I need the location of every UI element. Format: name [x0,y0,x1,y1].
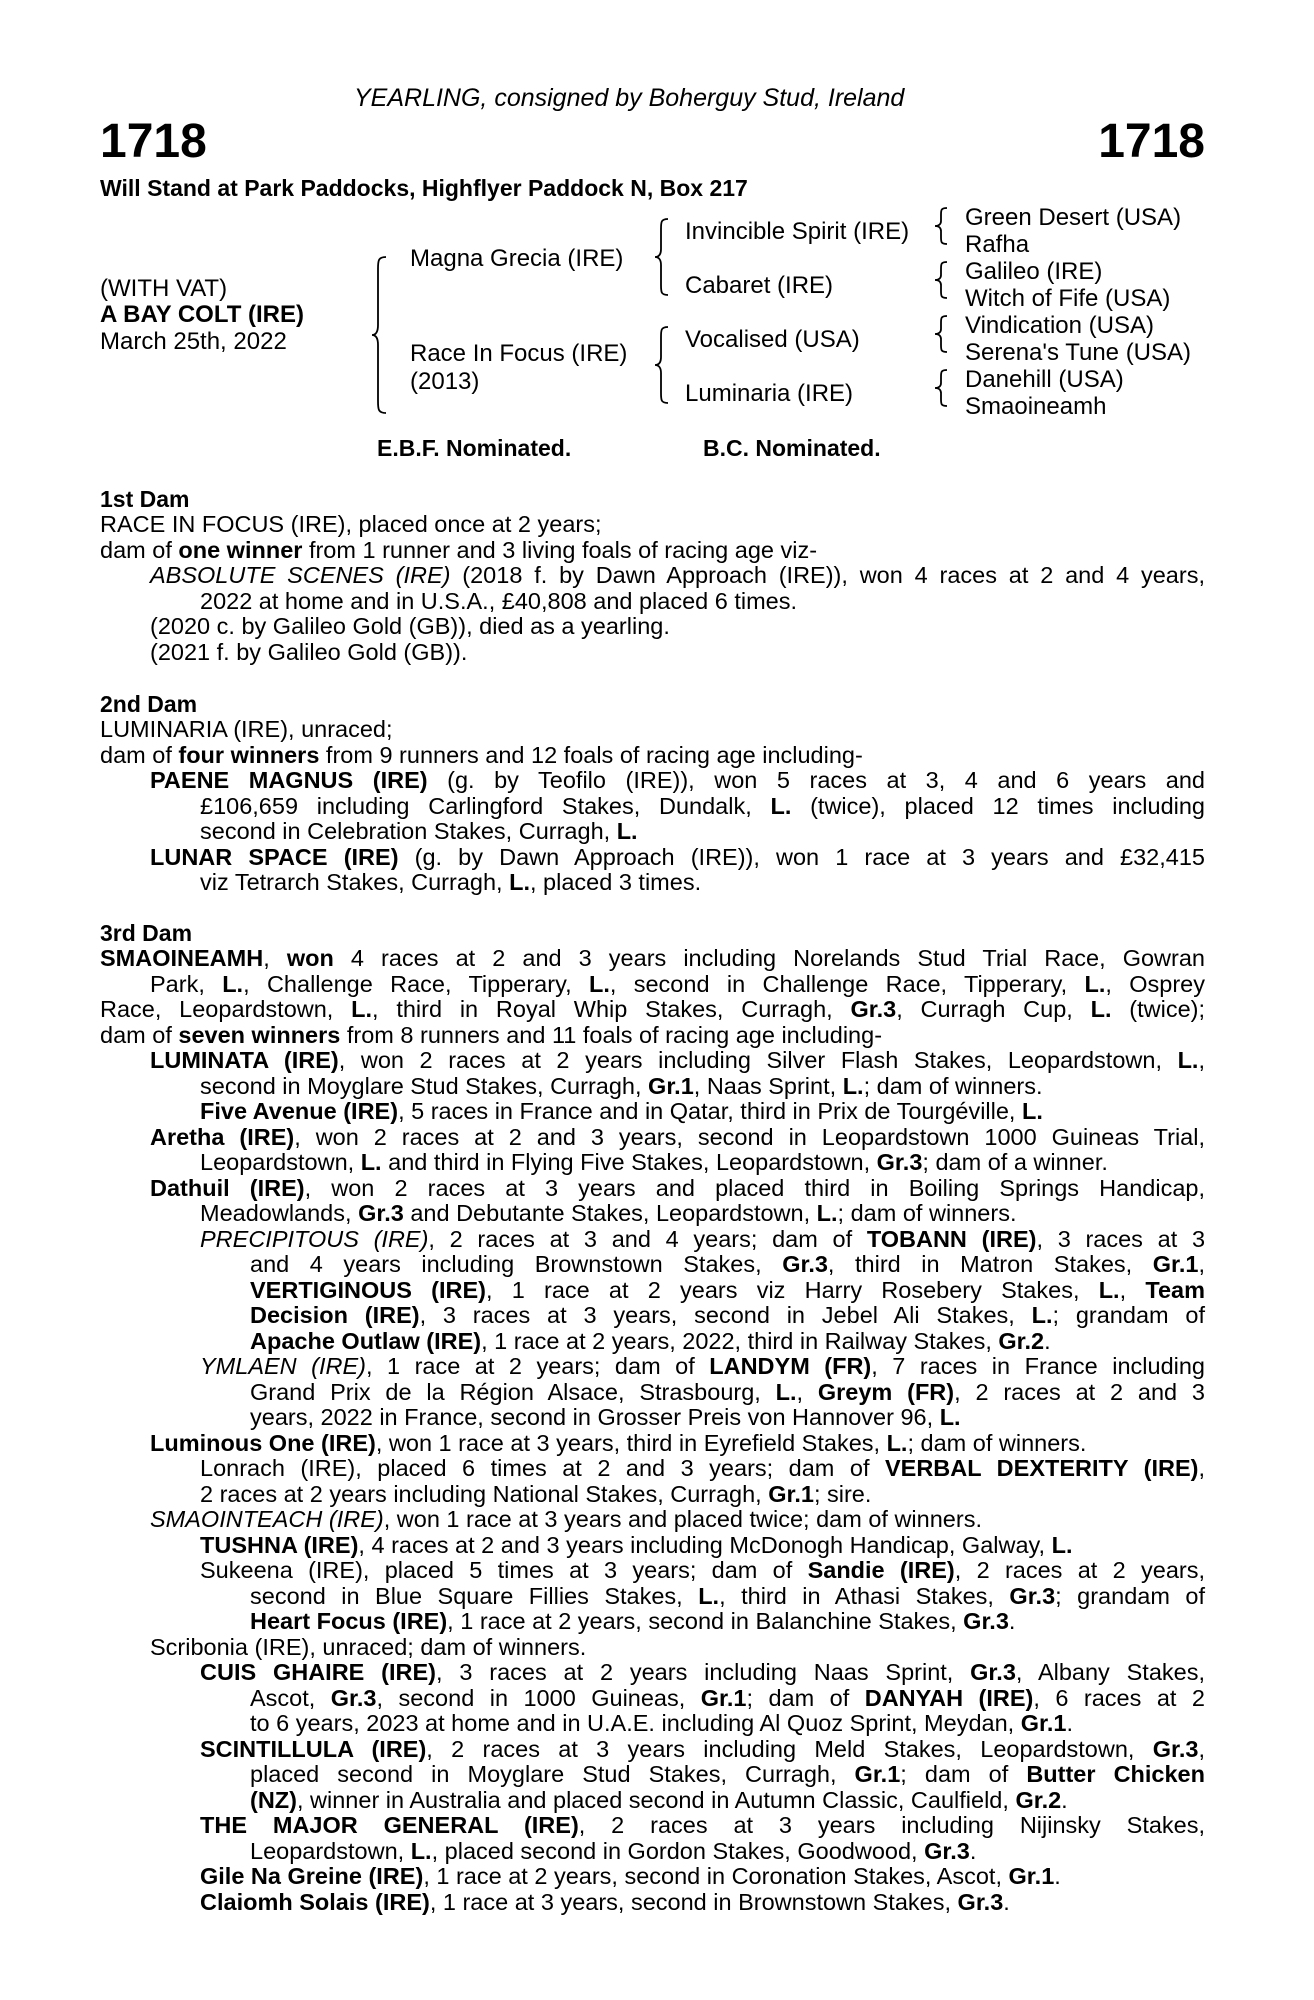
third-dam-line [250,1329,1205,1355]
text-run: , won 2 races at 2 years including Silver Flash Stakes, Leopardstown, [338,1047,1178,1073]
text-run: , 7 races in France including [871,1353,1205,1379]
text-run: Leopardstown, [200,1149,361,1175]
text-run: from 8 runners and 11 foals of racing age including- [340,1021,883,1048]
text-run: Butter Chicken [1026,1761,1205,1787]
text-run: TOBANN (IRE) [866,1225,1037,1252]
text-run: (g. by Teofilo (IRE)), won 5 races at 3, 4 and 6 years and [427,767,1205,793]
text-run: L. [588,970,610,997]
text-run: , 2 races at 2 years, [954,1557,1205,1583]
third-dam-line [200,1660,1205,1686]
text-run: 2022 at home and in U.S.A., £40,808 and placed 6 times. [200,587,798,614]
text-run: , Naas Sprint, [693,1072,843,1099]
text-run: , second in Challenge Race, Tipperary, [609,970,1085,997]
text-run: Gr.1 [1152,1251,1199,1277]
text-run: , Curragh Cup, [896,996,1091,1022]
text-run: Race, Leopardstown, [100,996,352,1022]
text-run: VERTIGINOUS (IRE) [250,1276,486,1303]
third-dam-line [150,1431,1205,1457]
text-run: placed second in Moyglare Stud Stakes, Curragh, [250,1761,855,1787]
text-run: LUMINARIA (IRE), unraced; [100,716,393,742]
text-run: PRECIPITOUS (IRE) [200,1225,429,1252]
text-run: THE MAJOR GENERAL (IRE) [200,1812,579,1838]
text-run: RACE IN FOCUS (IRE), placed once at 2 years; [100,511,602,537]
text-run: . [1003,1888,1010,1915]
text-run: Meadowlands, [200,1200,359,1226]
third-dam-line [150,1125,1205,1151]
second-dam-line [200,819,1205,845]
text-run: (twice), placed 12 times including [791,792,1205,819]
dam-name: Race In Focus (IRE) [410,340,628,367]
horse-name: A BAY COLT (IRE) [100,301,305,328]
text-run: second in Celebration Stakes, Curragh, [200,818,617,844]
text-run: , Albany Stakes, [1015,1659,1205,1685]
text-run: L. [1031,1302,1053,1328]
text-run: , placed 3 times. [530,869,702,895]
text-run: Sandie (IRE) [807,1557,955,1583]
text-run: ; grandam of [1055,1582,1205,1609]
text-run: one winner [178,536,303,563]
text-run: viz Tetrarch Stakes, Curragh, [200,869,510,895]
text-run: ; dam of winners. [837,1200,1017,1226]
third-dam-line [200,1890,1205,1916]
gen3-4: Witch of Fife (USA) [965,285,1171,312]
third-dam-line [250,1405,1205,1431]
text-run: ; dam of a winner. [922,1149,1108,1175]
third-dam-line [200,1074,1205,1100]
first-dam-line [100,538,1205,564]
catalogue-subtitle: YEARLING, consigned by Boherguy Stud, Ireland [354,84,905,112]
text-run: 4 races at 2 and 3 years including Norelands Stud Trial Race, Gowran [333,945,1205,971]
vat-note: (WITH VAT) [100,275,228,302]
lot-number-right: 1718 [1098,115,1205,168]
third-dam-line [250,1303,1205,1329]
text-run: Gr.3 [330,1684,377,1711]
text-run: YMLAEN (IRE) [200,1353,366,1379]
text-run: Decision (IRE) [250,1302,420,1328]
text-run: Gr.1 [1008,1863,1055,1889]
text-run: four winners [178,741,320,768]
text-run: Gr.3 [358,1200,404,1226]
third-dam-line [200,1354,1205,1380]
third-dam-line [200,1813,1205,1839]
text-run: ; dam of winners. [863,1072,1043,1099]
text-run: , [263,945,287,971]
text-run: , 5 races in France and in Qatar, third in Prix de Tourgéville, [398,1098,1022,1124]
text-run: L. [410,1837,432,1864]
third-dam-line [150,1507,1205,1533]
text-run: Leopardstown, [250,1837,411,1864]
third-dam-line [150,972,1205,998]
text-run: 2 races at 2 years including National Stakes, Curragh, [200,1480,769,1507]
text-run: LUMINATA (IRE) [150,1047,339,1073]
text-run: . [1066,1710,1073,1736]
text-run: VERBAL DEXTERITY (IRE) [884,1455,1199,1481]
text-run: L. [886,1429,908,1456]
first-dam-line [100,512,1205,538]
third-dam-line [250,1686,1205,1712]
third-dam-line [150,1048,1205,1074]
third-dam-line [150,1635,1205,1661]
text-run: Ascot, [250,1684,331,1711]
gen3-1: Green Desert (USA) [965,204,1182,231]
text-run: , 1 race at 2 years, second in Coronation Stakes, Ascot, [423,1863,1009,1889]
pedigree-bracket-3a [935,206,951,246]
text-run: (NZ) [250,1786,297,1813]
text-run: L. [1022,1098,1043,1124]
text-run: , 2 races at 3 years including Nijinsky Stakes, [578,1812,1206,1838]
third-dam-line [200,1150,1205,1176]
text-run: Luminous One (IRE) [150,1429,376,1456]
text-run: L. [509,869,530,895]
text-run: , 3 races at 3 years, second in Jebel Ali Stakes, [419,1302,1032,1328]
sire-name: Magna Grecia (IRE) [410,245,624,272]
second-dam-line [150,845,1205,871]
text-run: , won 1 race at 3 years and placed twice; dam of winners. [383,1506,982,1532]
first-dam-line [200,589,1205,615]
text-run: , 2 races at 3 years including Meld Stakes, Leopardstown, [426,1735,1153,1762]
third-dam-line [200,1201,1205,1227]
text-run: , [1198,1047,1205,1073]
text-run: to 6 years, 2023 at home and in U.A.E. including Al Quoz Sprint, Meydan, [250,1710,1021,1736]
third-dam-line [100,1023,1205,1049]
text-run: and third in Flying Five Stakes, Leopardstown, [381,1149,877,1175]
text-run: , [1198,1251,1205,1277]
text-run: (2020 c. by Galileo Gold (GB)), died as a yearling. [150,613,670,639]
third-dam-line [100,997,1205,1023]
text-run: ; dam of [900,1761,1027,1787]
text-run: ABSOLUTE SCENES (IRE) [150,562,451,588]
text-run: PAENE MAGNUS (IRE) [150,767,428,793]
text-run: Dathuil (IRE) [150,1174,305,1201]
second-dam-heading: 2nd Dam [100,691,198,717]
text-run: , [1198,1455,1205,1481]
text-run: Five Avenue (IRE) [200,1098,399,1124]
gen3-7: Danehill (USA) [965,366,1124,393]
gen3-8: Smaoineamh [965,393,1107,420]
first-dam-line [150,640,1205,666]
text-run: years, 2022 in France, second in Grosser Preis von Hannover 96, [250,1404,940,1430]
text-run: DANYAH (IRE) [864,1684,1034,1711]
text-run: from 1 runner and 3 living foals of racing age viz- [302,536,818,563]
text-run: (2021 f. by Galileo Gold (GB)). [150,638,468,665]
third-dam-line [250,1839,1205,1865]
text-run: ; dam of winners. [907,1429,1087,1456]
third-dam-line [200,1533,1205,1559]
text-run: L. [1177,1047,1199,1073]
third-dam-line [250,1278,1205,1304]
text-run: L. [1084,970,1106,997]
text-run: Aretha (IRE) [150,1123,295,1150]
text-run: Gr.1 [648,1072,694,1099]
text-run: Gr.1 [1020,1710,1067,1736]
text-run: L. [1090,996,1112,1022]
text-run: , winner in Australia and placed second in Autumn Classic, Caulfield, [296,1786,1016,1813]
second-dam-line [100,743,1205,769]
third-dam-line [250,1252,1205,1278]
text-run: , 1 race at 3 years, second in Brownstown Stakes, [429,1888,958,1915]
text-run: L. [816,1200,838,1226]
third-dam-line [200,1456,1205,1482]
dam-sire: Vocalised (USA) [685,326,860,353]
pedigree-bracket-sire [655,217,675,297]
text-run: , 1 race at 2 years, 2022, third in Railway Stakes, [481,1327,999,1354]
text-run: Lonrach (IRE), placed 6 times at 2 and 3 years; dam of [200,1455,885,1481]
text-run: TUSHNA (IRE) [200,1531,359,1558]
pedigree-bracket-main [372,255,392,415]
dam-foaling-year: (2013) [410,368,480,395]
text-run: Sukeena (IRE), placed 5 times at 3 years; dam of [200,1557,808,1583]
text-run: ; dam of [746,1684,865,1711]
text-run: , Challenge Race, Tipperary, [243,970,589,997]
text-run: CUIS GHAIRE (IRE) [200,1659,437,1685]
third-dam-line [250,1609,1205,1635]
text-run: Gr.3 [957,1888,1004,1915]
third-dam-heading: 3rd Dam [100,920,193,946]
text-run: Gr.1 [700,1684,747,1711]
text-run: , placed second in Gordon Stakes, Goodwood, [431,1837,925,1864]
pedigree-bracket-3d [935,368,951,408]
text-run: Greym (FR) [817,1378,955,1405]
ebf-nominated: E.B.F. Nominated. [377,435,572,461]
gen3-6: Serena's Tune (USA) [965,339,1192,366]
text-run: LUNAR SPACE (IRE) [150,843,399,870]
text-run: (g. by Dawn Approach (IRE)), won 1 race at 3 years and £32,415 [398,843,1205,870]
text-run: , [1119,1276,1146,1303]
text-run: won [286,945,334,971]
second-dam-line [200,870,1205,896]
text-run: SMAOINTEACH (IRE) [150,1506,384,1532]
gen3-5: Vindication (USA) [965,312,1154,339]
text-run: seven winners [178,1021,341,1048]
text-run: . [969,1837,977,1864]
text-run: , 1 race at 2 years; dam of [365,1353,710,1379]
third-dam-line [250,1380,1205,1406]
text-run: , second in 1000 Guineas, [376,1684,701,1711]
text-run: and Debutante Stakes, Leopardstown, [403,1200,817,1226]
third-dam-line [100,946,1205,972]
text-run: , 2 races at 2 and 3 [954,1378,1205,1405]
text-run: dam of [100,1021,179,1048]
third-dam-line [200,1482,1205,1508]
text-run: Scribonia (IRE), unraced; dam of winners. [150,1633,587,1660]
text-run: L. [360,1149,382,1175]
text-run: , 2 races at 3 and 4 years; dam of [428,1225,867,1252]
text-run: Gr.3 [924,1837,970,1864]
text-run: , 1 race at 2 years viz Harry Rosebery Stakes, [485,1276,1099,1303]
text-run: , 3 races at 2 years including Naas Sprint, [436,1659,971,1685]
text-run: £106,659 including Carlingford Stakes, Dundalk, [200,792,771,819]
text-run: L. [939,1404,961,1430]
text-run: Gr.3 [876,1149,923,1175]
sire-dam: Cabaret (IRE) [685,272,834,299]
sire-sire: Invincible Spirit (IRE) [685,218,910,245]
lot-number-left: 1718 [100,115,207,168]
text-run: L. [698,1582,720,1609]
text-run: Gr.2 [1015,1786,1062,1813]
pedigree-bracket-3c [935,314,951,354]
text-run: ; grandam of [1052,1302,1205,1328]
third-dam-line [200,1558,1205,1584]
third-dam-line [200,1737,1205,1763]
pedigree-bracket-3b [935,260,951,300]
text-run: , won 2 races at 2 and 3 years, second in Leopardstown 1000 Guineas Trial, [294,1123,1206,1150]
text-run: , Osprey [1105,970,1205,997]
text-run: Gr.1 [854,1761,901,1787]
text-run: , 4 races at 2 and 3 years including McDonogh Handicap, Galway, [358,1531,1052,1558]
text-run: L. [1051,1531,1073,1558]
second-dam-line [150,768,1205,794]
text-run: . [1044,1327,1051,1354]
first-dam-line [150,614,1205,640]
text-run: L. [770,792,792,819]
text-run: (twice); [1111,996,1206,1022]
text-run: , 3 races at 3 [1036,1225,1206,1252]
text-run: LANDYM (FR) [709,1353,872,1379]
third-dam-line [200,1864,1205,1890]
dam-dam: Luminaria (IRE) [685,380,854,407]
third-dam-line [150,1176,1205,1202]
text-run: . [1061,1786,1068,1813]
first-dam-heading: 1st Dam [100,486,190,512]
third-dam-line [250,1711,1205,1737]
text-run: from 9 runners and 12 foals of racing age including- [319,741,863,768]
text-run: L. [775,1378,797,1405]
text-run: Grand Prix de la Région Alsace, Strasbourg, [250,1378,776,1405]
text-run: and 4 years including Brownstown Stakes, [250,1251,783,1277]
text-run: Gr.3 [782,1251,828,1277]
gen3-2: Rafha [965,231,1030,258]
text-run: Gr.3 [850,996,897,1022]
text-run: SMAOINEAMH [100,945,264,971]
text-run: ; sire. [813,1480,872,1507]
text-run: , third in Athasi Stakes, [719,1582,1010,1609]
text-run: dam of [100,536,179,563]
text-run: L. [1098,1276,1120,1303]
text-run: L. [222,970,244,997]
second-dam-line [200,794,1205,820]
text-run: SCINTILLULA (IRE) [200,1735,427,1762]
gen3-3: Galileo (IRE) [965,258,1103,285]
text-run: , third in Matron Stakes, [827,1251,1153,1277]
first-dam-line [150,563,1205,589]
text-run: dam of [100,741,179,768]
text-run: , [1198,1735,1205,1762]
text-run: , 6 races at 2 [1033,1684,1205,1711]
text-run: L. [842,1072,864,1099]
foaling-date: March 25th, 2022 [100,328,287,355]
text-run: Claiomh Solais (IRE) [200,1888,430,1915]
third-dam-line [250,1584,1205,1610]
text-run: Team [1145,1276,1205,1303]
text-run: Park, [150,970,223,997]
text-run: L. [616,818,638,844]
third-dam-line [250,1762,1205,1788]
text-run: Gr.2 [998,1327,1045,1354]
text-run: (2018 f. by Dawn Approach (IRE)), won 4 races at 2 and 4 years, [450,562,1205,588]
text-run: . [1008,1608,1016,1634]
third-dam-line [250,1788,1205,1814]
text-run: Heart Focus (IRE) [250,1608,448,1634]
bc-nominated: B.C. Nominated. [703,435,881,461]
text-run: , third in Royal Whip Stakes, Curragh, [372,996,851,1022]
text-run: Gr.1 [768,1480,814,1507]
text-run: Gile Na Greine (IRE) [200,1863,424,1889]
text-run: , won 1 race at 3 years, third in Eyrefield Stakes, [375,1429,887,1456]
second-dam-line [100,717,1205,743]
text-run: , won 2 races at 3 years and placed third in Boiling Springs Handicap, [304,1174,1205,1201]
text-run: Gr.3 [1009,1582,1056,1609]
text-run: second in Blue Square Fillies Stakes, [250,1582,699,1609]
text-run: Gr.3 [1152,1735,1199,1762]
stand-location: Will Stand at Park Paddocks, Highflyer Paddock N, Box 217 [100,175,748,201]
third-dam-line [200,1227,1205,1253]
third-dam-line [200,1099,1205,1125]
text-run: Gr.3 [970,1659,1016,1685]
text-run: , [796,1378,818,1405]
text-run: second in Moyglare Stud Stakes, Curragh, [200,1072,649,1099]
text-run: Apache Outlaw (IRE) [250,1327,482,1354]
text-run: . [1054,1863,1061,1889]
text-run: L. [351,996,373,1022]
pedigree-bracket-dam [655,325,675,405]
text-run: , 1 race at 2 years, second in Balanchine Stakes, [447,1608,964,1634]
text-run: Gr.3 [963,1608,1009,1634]
